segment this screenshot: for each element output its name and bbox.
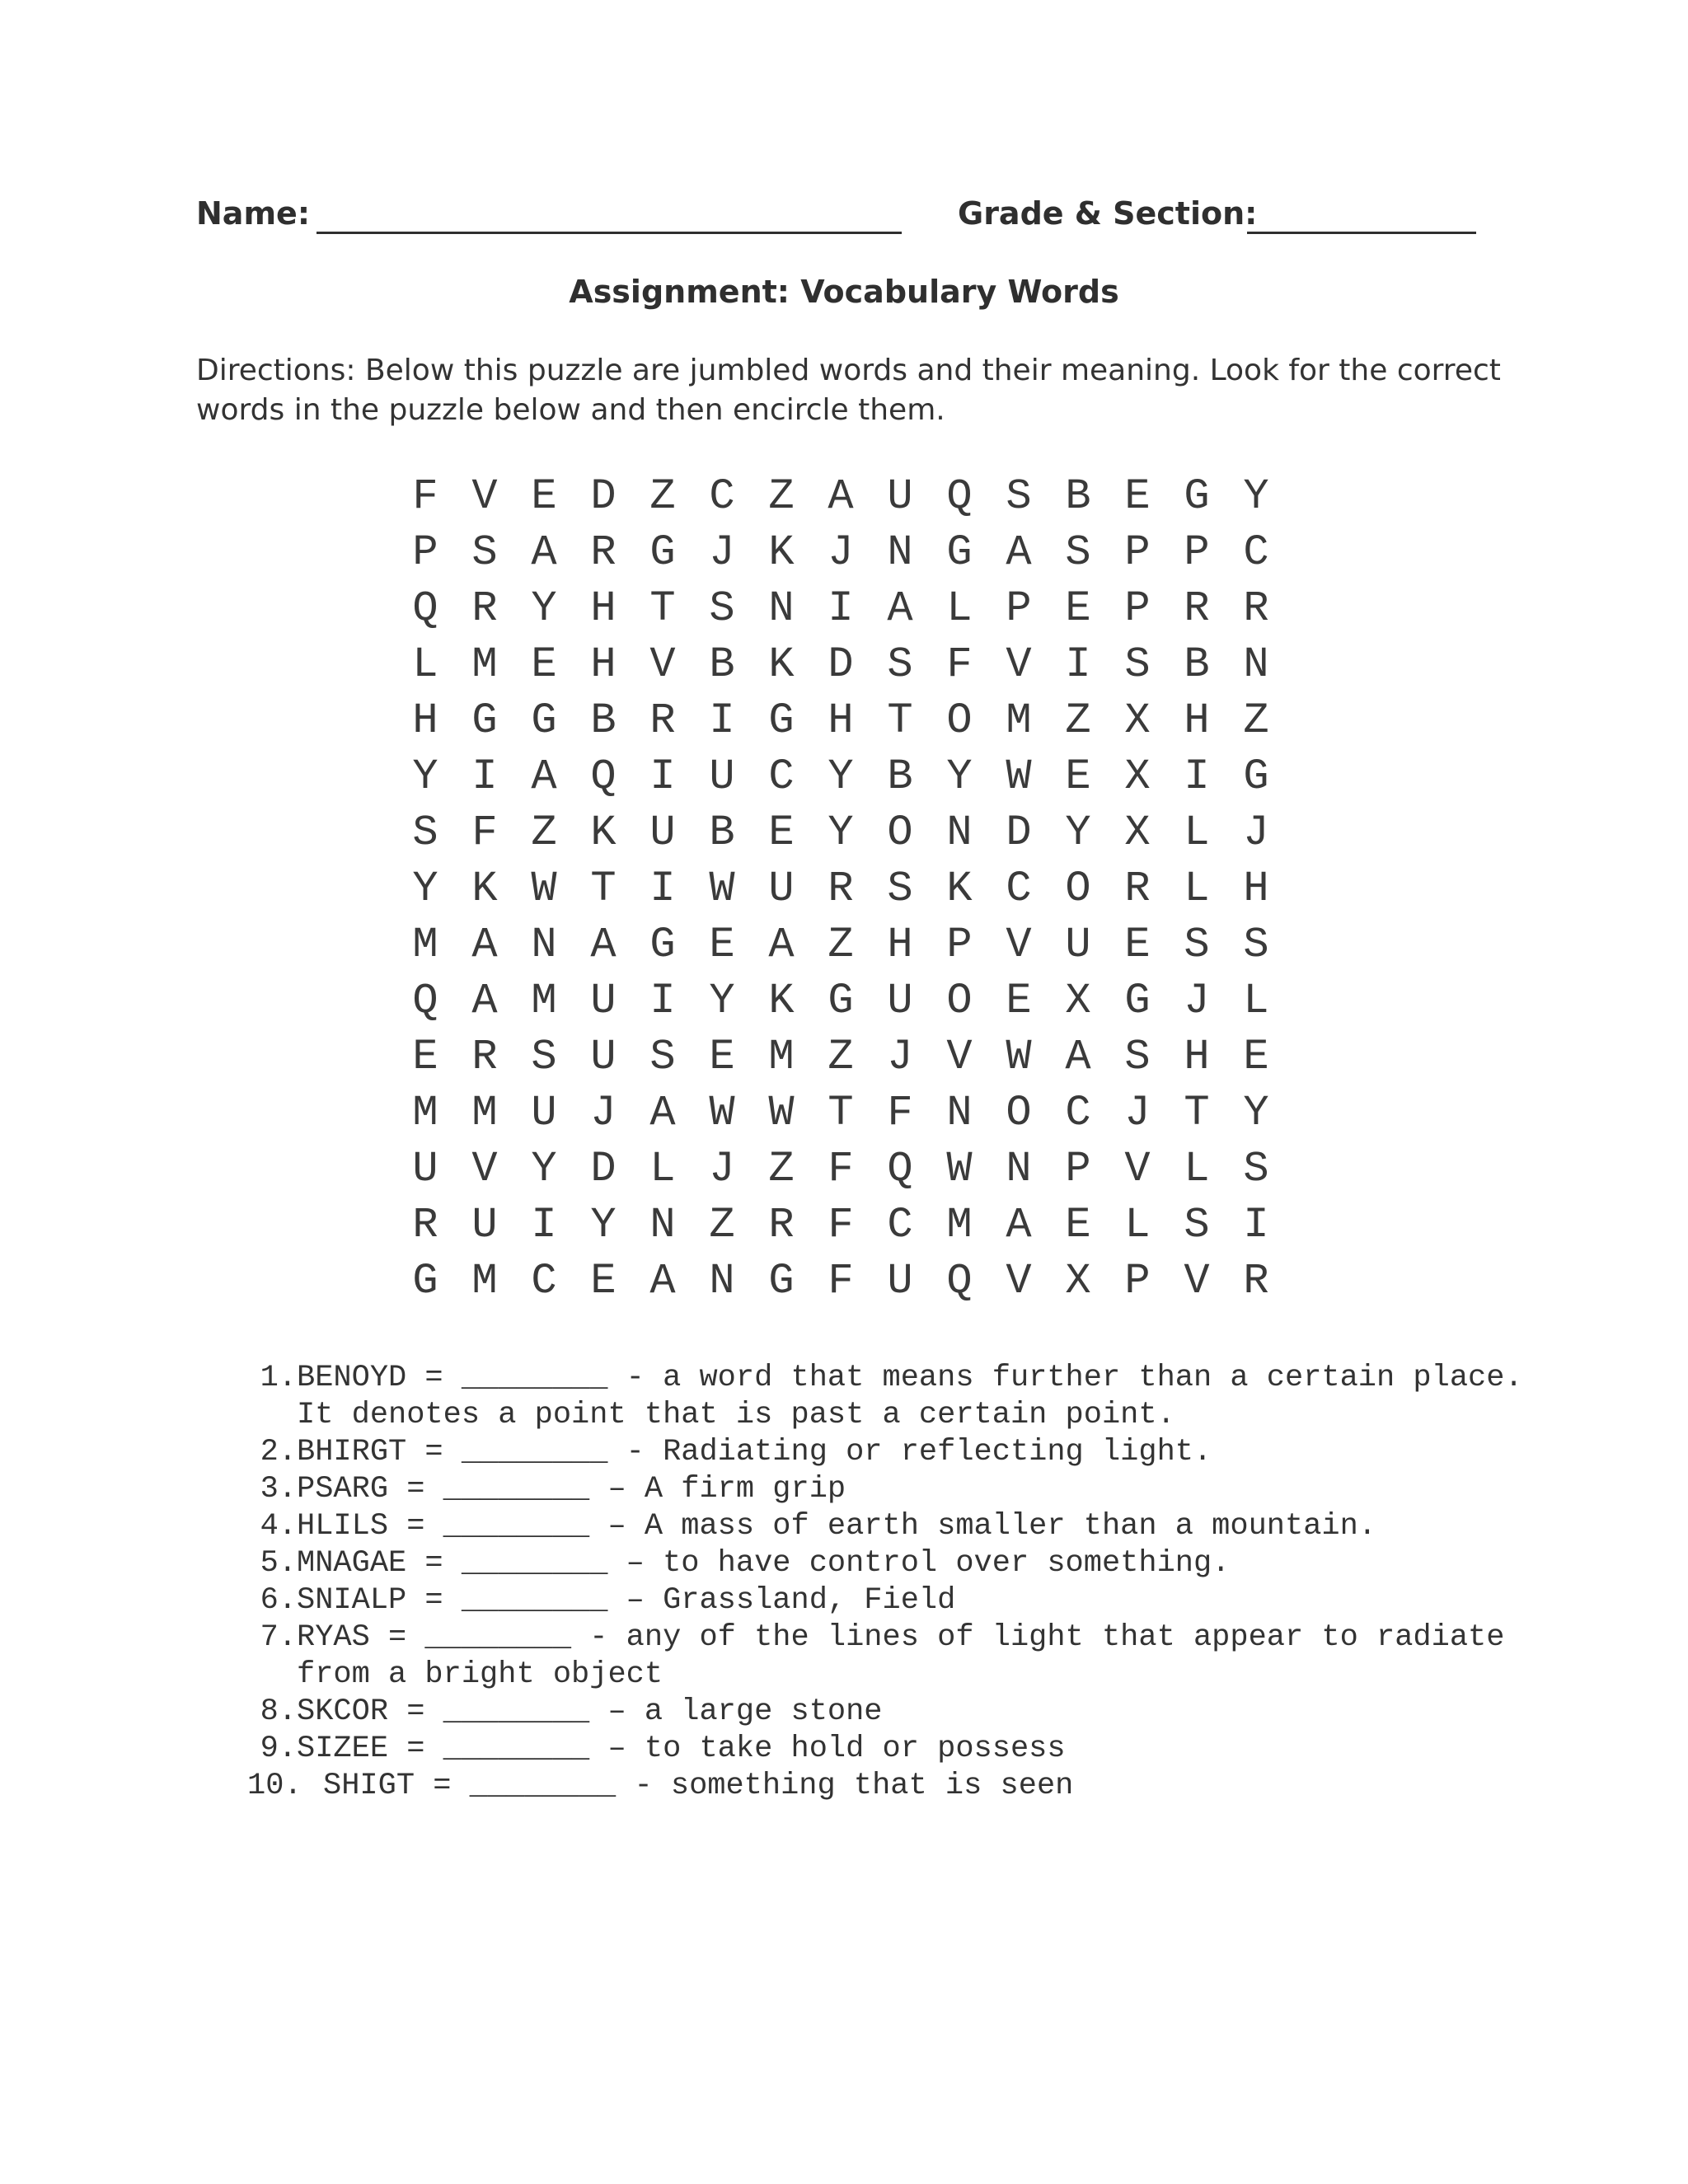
puzzle-letter[interactable]: G: [768, 696, 795, 745]
puzzle-letter[interactable]: L: [649, 1144, 676, 1193]
puzzle-letter[interactable]: G: [649, 527, 676, 577]
puzzle-letter[interactable]: N: [1006, 1144, 1032, 1193]
puzzle-letter[interactable]: I: [471, 752, 498, 801]
puzzle-letter[interactable]: G: [531, 696, 557, 745]
clue-number: 3.: [260, 1472, 297, 1507]
clue-text: PSARG = ________ – A firm grip: [297, 1472, 846, 1507]
puzzle-letter[interactable]: E: [412, 1032, 438, 1081]
puzzle-letter[interactable]: S: [1124, 640, 1151, 689]
puzzle-letter[interactable]: F: [828, 1144, 854, 1193]
puzzle-letter[interactable]: J: [828, 527, 854, 577]
puzzle-letter[interactable]: B: [709, 808, 735, 857]
puzzle-letter[interactable]: H: [1243, 864, 1269, 913]
puzzle-letter[interactable]: V: [1124, 1144, 1151, 1193]
clue-item: [247, 1360, 1533, 1434]
puzzle-letter[interactable]: N: [887, 527, 913, 577]
puzzle-letter[interactable]: W: [1006, 752, 1032, 801]
puzzle-letter[interactable]: X: [1065, 976, 1091, 1025]
puzzle-letter[interactable]: I: [649, 752, 676, 801]
puzzle-letter[interactable]: E: [1124, 471, 1151, 521]
puzzle-letter[interactable]: R: [828, 864, 854, 913]
puzzle-letter[interactable]: J: [1184, 976, 1210, 1025]
puzzle-letter[interactable]: P: [1065, 1144, 1091, 1193]
puzzle-letter[interactable]: N: [709, 1256, 735, 1305]
puzzle-letter[interactable]: D: [590, 471, 617, 521]
puzzle-letter[interactable]: M: [1006, 696, 1032, 745]
puzzle-letter[interactable]: Y: [412, 864, 438, 913]
puzzle-letter[interactable]: F: [887, 1088, 913, 1137]
puzzle-letter[interactable]: X: [1065, 1256, 1091, 1305]
puzzle-letter[interactable]: S: [1124, 1032, 1151, 1081]
puzzle-letter[interactable]: T: [590, 864, 617, 913]
puzzle-letter[interactable]: B: [709, 640, 735, 689]
puzzle-letter[interactable]: K: [590, 808, 617, 857]
puzzle-letter[interactable]: Y: [531, 1144, 557, 1193]
puzzle-letter[interactable]: D: [590, 1144, 617, 1193]
puzzle-letter[interactable]: W: [709, 1088, 735, 1137]
clue-number: 9.: [260, 1732, 297, 1766]
clue-item: [247, 1731, 1533, 1768]
puzzle-letter[interactable]: L: [946, 583, 973, 633]
puzzle-letter[interactable]: W: [1006, 1032, 1032, 1081]
puzzle-letter[interactable]: N: [946, 1088, 973, 1137]
puzzle-letter[interactable]: C: [887, 1200, 913, 1249]
puzzle-letter[interactable]: T: [887, 696, 913, 745]
puzzle-letter[interactable]: V: [471, 1144, 498, 1193]
puzzle-letter[interactable]: C: [1243, 527, 1269, 577]
puzzle-letter[interactable]: Q: [946, 1256, 973, 1305]
puzzle-letter[interactable]: R: [1184, 583, 1210, 633]
clue-text: SHIGT = ________ - something that is seen: [323, 1769, 1074, 1803]
puzzle-letter[interactable]: E: [1065, 583, 1091, 633]
puzzle-letter[interactable]: R: [412, 1200, 438, 1249]
puzzle-letter[interactable]: K: [471, 864, 498, 913]
clue-item: [247, 1471, 1533, 1508]
puzzle-letter[interactable]: U: [590, 976, 617, 1025]
puzzle-letter[interactable]: E: [1124, 920, 1151, 969]
puzzle-letter[interactable]: G: [471, 696, 498, 745]
puzzle-letter[interactable]: Y: [828, 752, 854, 801]
puzzle-letter[interactable]: G: [412, 1256, 438, 1305]
puzzle-letter[interactable]: W: [946, 1144, 973, 1193]
puzzle-letter[interactable]: W: [709, 864, 735, 913]
grade-section-blank-line[interactable]: [1247, 232, 1476, 234]
puzzle-letter[interactable]: X: [1124, 752, 1151, 801]
puzzle-letter[interactable]: N: [1243, 640, 1269, 689]
puzzle-letter[interactable]: U: [709, 752, 735, 801]
puzzle-letter[interactable]: L: [1184, 864, 1210, 913]
clue-number: 10.: [247, 1769, 302, 1803]
clue-text: SKCOR = ________ – a large stone: [297, 1694, 883, 1729]
puzzle-letter[interactable]: U: [649, 808, 676, 857]
puzzle-letter[interactable]: Q: [887, 1144, 913, 1193]
puzzle-letter[interactable]: B: [887, 752, 913, 801]
puzzle-letter[interactable]: C: [531, 1256, 557, 1305]
clue-number: 5.: [260, 1546, 297, 1581]
puzzle-letter[interactable]: R: [471, 1032, 498, 1081]
puzzle-letter[interactable]: D: [828, 640, 854, 689]
puzzle-letter[interactable]: K: [946, 864, 973, 913]
puzzle-letter[interactable]: S: [1184, 1200, 1210, 1249]
puzzle-letter[interactable]: C: [709, 471, 735, 521]
puzzle-letter[interactable]: M: [471, 640, 498, 689]
puzzle-letter[interactable]: Z: [1243, 696, 1269, 745]
puzzle-letter[interactable]: A: [471, 920, 498, 969]
name-blank-line[interactable]: [316, 232, 902, 234]
puzzle-letter[interactable]: U: [531, 1088, 557, 1137]
puzzle-letter[interactable]: Y: [1243, 1088, 1269, 1137]
puzzle-letter[interactable]: S: [649, 1032, 676, 1081]
puzzle-letter[interactable]: P: [1124, 527, 1151, 577]
puzzle-letter[interactable]: S: [1243, 920, 1269, 969]
puzzle-letter[interactable]: V: [649, 640, 676, 689]
puzzle-letter[interactable]: O: [1006, 1088, 1032, 1137]
puzzle-letter[interactable]: N: [531, 920, 557, 969]
puzzle-letter[interactable]: A: [768, 920, 795, 969]
puzzle-letter[interactable]: S: [412, 808, 438, 857]
puzzle-letter[interactable]: W: [768, 1088, 795, 1137]
puzzle-letter[interactable]: M: [471, 1256, 498, 1305]
clue-item: [247, 1768, 1533, 1805]
puzzle-letter[interactable]: R: [1243, 583, 1269, 633]
puzzle-letter[interactable]: Y: [1065, 808, 1091, 857]
puzzle-letter[interactable]: P: [1184, 527, 1210, 577]
puzzle-letter[interactable]: H: [1184, 1032, 1210, 1081]
puzzle-letter[interactable]: F: [828, 1200, 854, 1249]
puzzle-letter[interactable]: A: [828, 471, 854, 521]
clue-number: 6.: [260, 1583, 297, 1618]
puzzle-letter[interactable]: J: [709, 1144, 735, 1193]
puzzle-letter[interactable]: N: [649, 1200, 676, 1249]
puzzle-letter[interactable]: A: [1006, 527, 1032, 577]
puzzle-letter[interactable]: T: [1184, 1088, 1210, 1137]
puzzle-letter[interactable]: S: [471, 527, 498, 577]
clue-text: RYAS = ________ - any of the lines of light that appear to radiate from a bright object: [297, 1620, 1505, 1692]
puzzle-letter[interactable]: C: [1006, 864, 1032, 913]
puzzle-letter[interactable]: U: [1065, 920, 1091, 969]
clue-item: [247, 1619, 1533, 1694]
puzzle-letter[interactable]: M: [531, 976, 557, 1025]
puzzle-letter[interactable]: F: [828, 1256, 854, 1305]
puzzle-letter[interactable]: I: [828, 583, 854, 633]
puzzle-letter[interactable]: M: [946, 1200, 973, 1249]
puzzle-letter[interactable]: E: [1006, 976, 1032, 1025]
puzzle-letter[interactable]: S: [887, 864, 913, 913]
puzzle-letter[interactable]: A: [531, 752, 557, 801]
puzzle-letter[interactable]: L: [1243, 976, 1269, 1025]
puzzle-letter[interactable]: E: [768, 808, 795, 857]
puzzle-letter[interactable]: Q: [412, 976, 438, 1025]
clue-item: [247, 1545, 1533, 1582]
puzzle-letter[interactable]: Z: [768, 471, 795, 521]
puzzle-letter[interactable]: H: [1184, 696, 1210, 745]
clue-text: BENOYD = ________ - a word that means further than a certain place. It denotes a point that is past a certain point.: [297, 1361, 1523, 1432]
puzzle-letter[interactable]: M: [412, 1088, 438, 1137]
puzzle-letter[interactable]: Y: [590, 1200, 617, 1249]
puzzle-letter[interactable]: I: [1184, 752, 1210, 801]
puzzle-letter[interactable]: P: [412, 527, 438, 577]
puzzle-letter[interactable]: Q: [590, 752, 617, 801]
puzzle-letter[interactable]: I: [1065, 640, 1091, 689]
puzzle-letter[interactable]: U: [590, 1032, 617, 1081]
puzzle-letter[interactable]: U: [887, 471, 913, 521]
puzzle-letter[interactable]: S: [1184, 920, 1210, 969]
puzzle-letter[interactable]: V: [1006, 640, 1032, 689]
puzzle-letter[interactable]: U: [768, 864, 795, 913]
puzzle-letter[interactable]: R: [590, 527, 617, 577]
puzzle-letter[interactable]: Z: [1065, 696, 1091, 745]
puzzle-letter[interactable]: M: [412, 920, 438, 969]
puzzle-letter[interactable]: I: [709, 696, 735, 745]
clue-text: HLILS = ________ – A mass of earth smaller than a mountain.: [297, 1509, 1377, 1544]
puzzle-letter[interactable]: B: [1065, 471, 1091, 521]
puzzle-letter[interactable]: O: [887, 808, 913, 857]
puzzle-letter[interactable]: S: [709, 583, 735, 633]
puzzle-letter[interactable]: E: [1243, 1032, 1269, 1081]
puzzle-letter[interactable]: U: [887, 1256, 913, 1305]
puzzle-letter[interactable]: I: [1243, 1200, 1269, 1249]
puzzle-letter[interactable]: O: [946, 696, 973, 745]
puzzle-letter[interactable]: Y: [531, 583, 557, 633]
puzzle-letter[interactable]: A: [531, 527, 557, 577]
clue-number: 8.: [260, 1694, 297, 1729]
puzzle-letter[interactable]: R: [1124, 864, 1151, 913]
clue-number: 2.: [260, 1435, 297, 1469]
puzzle-letter[interactable]: S: [531, 1032, 557, 1081]
puzzle-letter[interactable]: A: [471, 976, 498, 1025]
puzzle-letter[interactable]: A: [649, 1088, 676, 1137]
puzzle-letter[interactable]: V: [1184, 1256, 1210, 1305]
puzzle-letter[interactable]: J: [1124, 1088, 1151, 1137]
puzzle-letter[interactable]: F: [412, 471, 438, 521]
puzzle-letter[interactable]: E: [531, 640, 557, 689]
puzzle-letter[interactable]: E: [590, 1256, 617, 1305]
clue-item: [247, 1434, 1533, 1471]
puzzle-letter[interactable]: C: [1065, 1088, 1091, 1137]
puzzle-letter[interactable]: A: [1006, 1200, 1032, 1249]
header-row: [196, 195, 1498, 245]
puzzle-letter[interactable]: G: [1124, 976, 1151, 1025]
puzzle-letter[interactable]: E: [1065, 752, 1091, 801]
clue-item: [247, 1582, 1533, 1619]
puzzle-letter[interactable]: S: [887, 640, 913, 689]
puzzle-letter[interactable]: Z: [709, 1200, 735, 1249]
puzzle-letter[interactable]: T: [828, 1088, 854, 1137]
puzzle-letter[interactable]: H: [590, 583, 617, 633]
puzzle-letter[interactable]: J: [709, 527, 735, 577]
puzzle-letter[interactable]: I: [531, 1200, 557, 1249]
puzzle-letter[interactable]: W: [531, 864, 557, 913]
puzzle-letter[interactable]: M: [471, 1088, 498, 1137]
puzzle-letter[interactable]: J: [590, 1088, 617, 1137]
puzzle-letter[interactable]: V: [946, 1032, 973, 1081]
clue-text: BHIRGT = ________ - Radiating or reflecting light.: [297, 1435, 1212, 1469]
puzzle-letter[interactable]: G: [828, 976, 854, 1025]
grade-section-label: Grade & Section:: [958, 195, 1258, 232]
puzzle-letter[interactable]: D: [1006, 808, 1032, 857]
puzzle-letter[interactable]: V: [471, 471, 498, 521]
directions-text: Directions: Below this puzzle are jumbled words and their meaning. Look for the correct words in the puzzle below and then encircle them.: [196, 354, 1501, 427]
puzzle-letter[interactable]: L: [1124, 1200, 1151, 1249]
puzzle-letter[interactable]: H: [828, 696, 854, 745]
puzzle-letter[interactable]: Y: [946, 752, 973, 801]
puzzle-letter[interactable]: Z: [768, 1144, 795, 1193]
puzzle-letter[interactable]: T: [649, 583, 676, 633]
puzzle-letter[interactable]: R: [1243, 1256, 1269, 1305]
puzzle-letter[interactable]: Z: [828, 1032, 854, 1081]
puzzle-letter[interactable]: Y: [1243, 471, 1269, 521]
puzzle-letter[interactable]: V: [1006, 1256, 1032, 1305]
puzzle-letter[interactable]: P: [1124, 1256, 1151, 1305]
puzzle-letter[interactable]: N: [768, 583, 795, 633]
puzzle-letter[interactable]: Z: [828, 920, 854, 969]
puzzle-letter[interactable]: V: [1006, 920, 1032, 969]
puzzle-letter[interactable]: Z: [531, 808, 557, 857]
puzzle-letter[interactable]: G: [1184, 471, 1210, 521]
puzzle-letter[interactable]: U: [471, 1200, 498, 1249]
puzzle-letter[interactable]: Y: [828, 808, 854, 857]
puzzle-letter[interactable]: R: [649, 696, 676, 745]
puzzle-letter[interactable]: P: [1006, 583, 1032, 633]
puzzle-letter[interactable]: U: [887, 976, 913, 1025]
name-label: Name:: [196, 195, 311, 232]
puzzle-letter[interactable]: Q: [412, 583, 438, 633]
puzzle-letter[interactable]: O: [946, 976, 973, 1025]
puzzle-letter[interactable]: B: [590, 696, 617, 745]
puzzle-letter[interactable]: L: [1184, 808, 1210, 857]
puzzle-letter[interactable]: I: [649, 864, 676, 913]
puzzle-letter[interactable]: A: [649, 1256, 676, 1305]
puzzle-letter[interactable]: A: [590, 920, 617, 969]
puzzle-letter[interactable]: X: [1124, 696, 1151, 745]
puzzle-letter[interactable]: E: [709, 1032, 735, 1081]
puzzle-letter[interactable]: Q: [946, 471, 973, 521]
puzzle-letter[interactable]: A: [887, 583, 913, 633]
puzzle-letter[interactable]: S: [1006, 471, 1032, 521]
clue-item: [247, 1694, 1533, 1731]
puzzle-letter[interactable]: F: [471, 808, 498, 857]
puzzle-letter[interactable]: L: [1184, 1144, 1210, 1193]
clue-number: 1.: [260, 1361, 297, 1395]
puzzle-letter[interactable]: G: [768, 1256, 795, 1305]
puzzle-letter[interactable]: G: [946, 527, 973, 577]
clue-list: [247, 1360, 1533, 1805]
puzzle-letter[interactable]: H: [412, 696, 438, 745]
puzzle-letter[interactable]: K: [768, 527, 795, 577]
puzzle-letter[interactable]: P: [946, 920, 973, 969]
puzzle-letter[interactable]: Y: [412, 752, 438, 801]
puzzle-letter[interactable]: U: [412, 1144, 438, 1193]
puzzle-letter[interactable]: K: [768, 640, 795, 689]
clue-text: MNAGAE = ________ – to have control over something.: [297, 1546, 1231, 1581]
puzzle-letter[interactable]: C: [768, 752, 795, 801]
puzzle-letter[interactable]: E: [531, 471, 557, 521]
puzzle-letter[interactable]: R: [768, 1200, 795, 1249]
puzzle-letter[interactable]: O: [1065, 864, 1091, 913]
puzzle-letter[interactable]: H: [590, 640, 617, 689]
puzzle-letter[interactable]: E: [1065, 1200, 1091, 1249]
puzzle-letter[interactable]: G: [649, 920, 676, 969]
puzzle-letter[interactable]: F: [946, 640, 973, 689]
puzzle-letter[interactable]: S: [1065, 527, 1091, 577]
clue-text: SNIALP = ________ – Grassland, Field: [297, 1583, 956, 1618]
puzzle-letter[interactable]: E: [709, 920, 735, 969]
puzzle-letter[interactable]: S: [1243, 1144, 1269, 1193]
word-search-grid: [396, 468, 1286, 1309]
puzzle-letter[interactable]: K: [768, 976, 795, 1025]
puzzle-letter[interactable]: Y: [709, 976, 735, 1025]
puzzle-letter[interactable]: H: [887, 920, 913, 969]
puzzle-letter[interactable]: X: [1124, 808, 1151, 857]
puzzle-letter[interactable]: L: [412, 640, 438, 689]
puzzle-letter[interactable]: B: [1184, 640, 1210, 689]
puzzle-letter[interactable]: Z: [649, 471, 676, 521]
assignment-title: Assignment: Vocabulary Words: [569, 274, 1119, 310]
puzzle-letter[interactable]: I: [649, 976, 676, 1025]
clue-text: SIZEE = ________ – to take hold or possess: [297, 1732, 1066, 1766]
clue-number: 7.: [260, 1620, 297, 1655]
puzzle-letter[interactable]: N: [946, 808, 973, 857]
puzzle-letter[interactable]: G: [1243, 752, 1269, 801]
clue-item: [247, 1508, 1533, 1545]
puzzle-letter[interactable]: A: [1065, 1032, 1091, 1081]
puzzle-letter[interactable]: J: [887, 1032, 913, 1081]
puzzle-letter[interactable]: J: [1243, 808, 1269, 857]
puzzle-letter[interactable]: P: [1124, 583, 1151, 633]
puzzle-letter[interactable]: R: [471, 583, 498, 633]
puzzle-letter[interactable]: M: [768, 1032, 795, 1081]
clue-number: 4.: [260, 1509, 297, 1544]
